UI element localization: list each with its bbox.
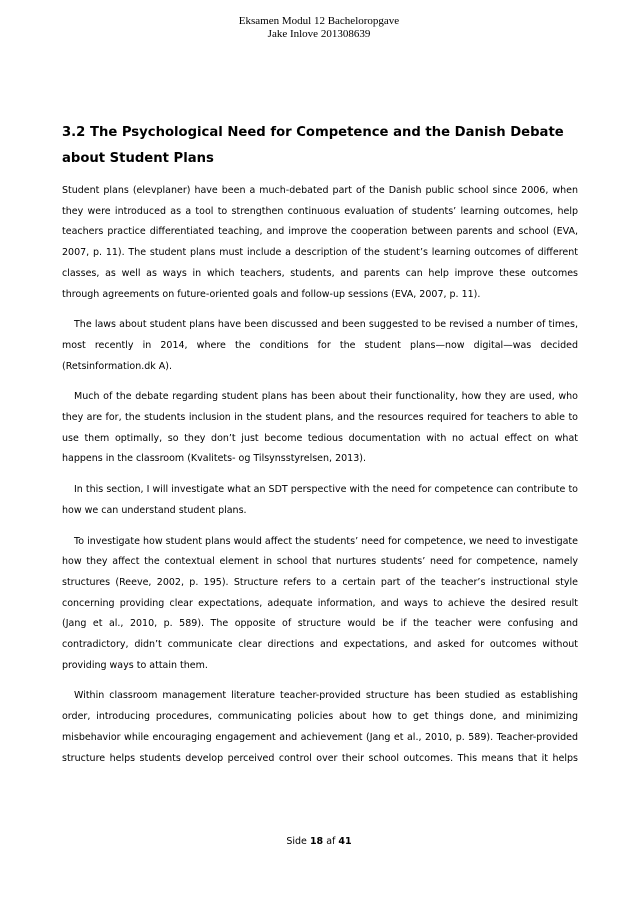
footer-current-page: 18 — [309, 836, 324, 847]
document-body — [62, 181, 578, 769]
header-author: Jake Inlove 201308639 — [267, 28, 371, 40]
footer-total-pages: 41 — [338, 836, 352, 847]
paragraph: Much of the debate regarding student plans has been about their functionality, how they are used, who they are for, the students inclusion in the student plans, and the resources required for teachers to able to use them optimally, so they don’t just become tedious documentation with no actual effect on what happens in the classroom (Kvalitets- og Tilsynsstyrelsen, 2013). — [62, 391, 578, 465]
footer-af-label: af — [326, 836, 336, 847]
page-header — [0, 15, 638, 41]
paragraph: Student plans (elevplaner) have been a much-debated part of the Danish public school since 2006, when they were introduced as a tool to strengthen continuous evaluation of students’ learning outcomes, help teachers practice differentiated teaching, and improve the cooperation between parents and school (EVA, 2007, p. 11). The student plans must include a description of the student’s learning outcomes of different classes, as well as ways in which teachers, students, and parents can help improve these outcomes through agreements on future-oriented goals and follow-up sessions (EVA, 2007, p. 11). — [62, 185, 578, 300]
header-exam-title: Eksamen Modul 12 Bacheloropgave — [238, 15, 400, 27]
paragraph: Within classroom management literature teacher-provided structure has been studied as establishing order, introducing procedures, communicating policies about how to get things done, and minimizing misbehavior while encouraging engagement and achievement (Jang et al., 2010, p. 589). Teacher-provided structure helps students develop perceived control over their school outcomes. This means that it helps — [62, 690, 578, 764]
paragraph: To investigate how student plans would affect the students’ need for competence, we need to investigate how they affect the contextual element in school that nurtures students’ need for competence, namely structures (Reeve, 2002, p. 195). Structure refers to a certain part of the teacher’s instructional style concerning providing clear expectations, adequate information, and ways to achieve the desired result (Jang et al., 2010, p. 589). The opposite of structure would be if the teacher were confusing and contradictory, didn’t communicate clear directions and expectations, and asked for outcomes without providing ways to attain them. — [62, 535, 578, 671]
section-heading: 3.2 The Psychological Need for Competence and the Danish Debate about Student Plans — [62, 125, 564, 166]
paragraph: In this section, I will investigate what an SDT perspective with the need for competence can contribute to how we can understand student plans. — [62, 484, 578, 516]
page-footer — [0, 836, 638, 848]
paragraph: The laws about student plans have been discussed and been suggested to be revised a number of times, most recently in 2014, where the conditions for the student plans—now digital—was decided (Retsinformation.dk A). — [62, 319, 578, 372]
footer-side-label: Side — [286, 836, 307, 847]
